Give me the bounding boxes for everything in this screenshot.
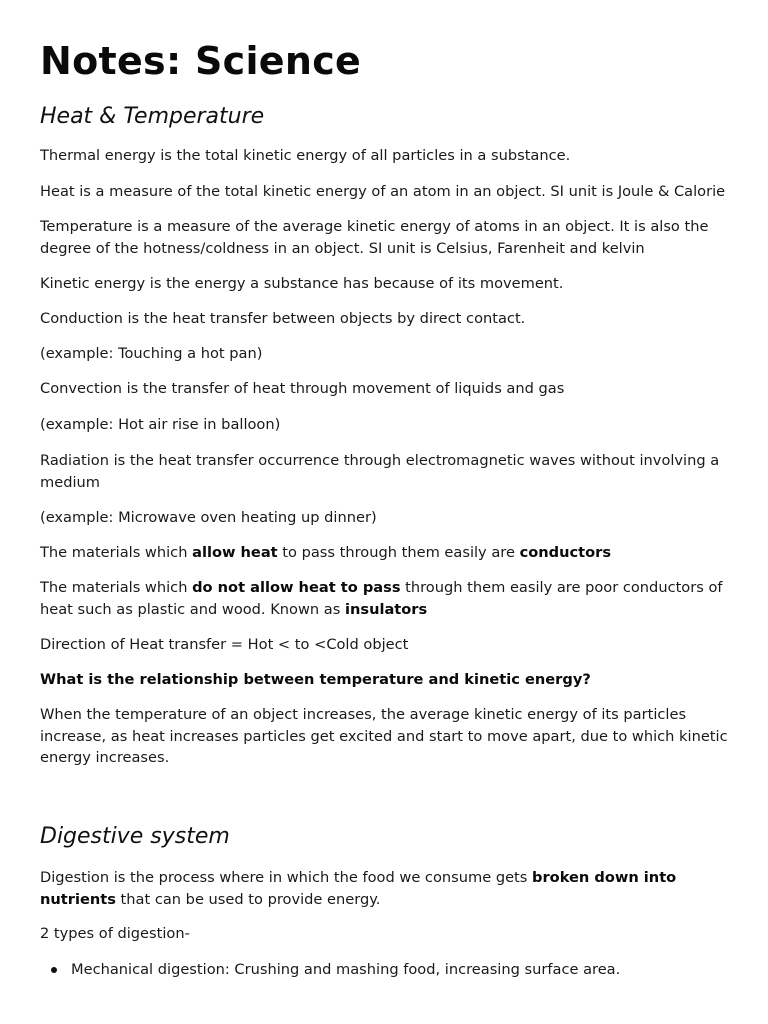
- paragraph-thermal-energy: Thermal energy is the total kinetic energy of all particles in a substance.: [40, 147, 571, 164]
- paragraph-answer: When the temperature of an object increases, the average kinetic energy of its particles increase, as heat increases particles get excited and start to move apart, due to which kinetic energy increases.: [40, 706, 728, 766]
- bold-text: do not allow heat to pass: [192, 579, 401, 596]
- paragraph-digestion-definition: Digestion is the process where in which the food we consume gets broken down into nutrients that can be used to provide energy.: [40, 869, 677, 908]
- paragraph-heat-direction: Direction of Heat transfer = Hot < to <Cold object: [40, 636, 409, 653]
- bold-text: conductors: [519, 544, 612, 561]
- section-heading-heat-temperature: Heat & Temperature: [40, 104, 265, 129]
- paragraph-kinetic-energy: Kinetic energy is the energy a substance has because of its movement.: [40, 275, 564, 292]
- paragraph-heat-definition: Heat is a measure of the total kinetic energy of an atom in an object. SI unit is Joule & Calorie: [40, 183, 726, 200]
- paragraph-conductors: The materials which allow heat to pass through them easily are conductors: [40, 544, 612, 561]
- paragraph-radiation-example: (example: Microwave oven heating up dinner): [40, 509, 377, 526]
- digestion-types-list: [40, 959, 730, 981]
- bold-text: insulators: [344, 600, 428, 618]
- list-item: [40, 959, 730, 981]
- paragraph-convection: Convection is the transfer of heat through movement of liquids and gas: [40, 380, 565, 397]
- list-item-text: Mechanical digestion: Crushing and mashing food, increasing surface area.: [71, 961, 621, 978]
- paragraph-temperature-definition: Temperature is a measure of the average kinetic energy of atoms in an object. It is also the degree of the hotness/coldness in an object. SI unit is Celsius, Farenheit and kelvin: [40, 218, 709, 257]
- page-title: Notes: Science: [40, 39, 362, 83]
- paragraph-conduction: Conduction is the heat transfer between objects by direct contact.: [40, 310, 526, 327]
- paragraph-digestion-types: 2 types of digestion-: [40, 925, 190, 942]
- section-heading-digestive-system: Digestive system: [40, 824, 230, 849]
- bullet-icon: [51, 967, 57, 973]
- bold-text: broken down into nutrients: [40, 869, 677, 908]
- paragraph-insulators: The materials which do not allow heat to pass through them easily are poor conductors of heat such as plastic and wood. Known as insulators: [40, 579, 723, 618]
- paragraph-conduction-example: (example: Touching a hot pan): [40, 345, 263, 362]
- bold-text: What is the relationship between temperature and kinetic energy?: [40, 671, 591, 688]
- paragraph-convection-example: (example: Hot air rise in balloon): [40, 416, 281, 433]
- paragraph-question: [40, 669, 730, 691]
- bold-text: allow heat: [192, 544, 278, 561]
- paragraph-radiation: Radiation is the heat transfer occurrence through electromagnetic waves without involving a medium: [40, 452, 720, 491]
